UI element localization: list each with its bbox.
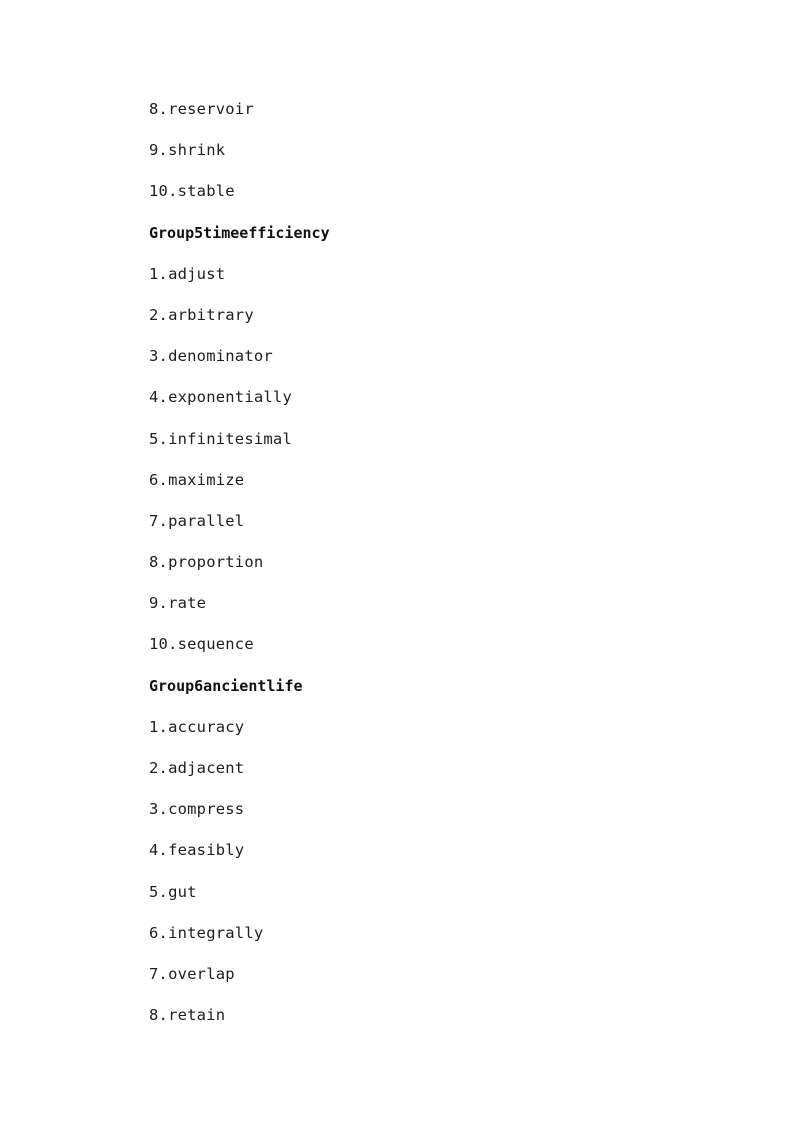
list-item: 1.adjust [149,264,226,283]
list-item: 4.feasibly [149,841,245,860]
list-item: 5.gut [149,882,197,901]
list-item: 1.accuracy [149,717,245,736]
list-item: 2.adjacent [149,759,245,777]
list-item: 8.reservoir [149,100,254,118]
list-item: 9.shrink [149,141,226,160]
list-item: 2.arbitrary [149,305,254,324]
list-item: 6.integrally [149,923,264,942]
list-item: 5.infinitesimal [149,429,292,448]
list-item: 8.proportion [149,553,264,572]
list-item: 4.exponentially [149,388,292,407]
word-list [149,96,709,1043]
list-item: 8.retain [149,1006,226,1025]
list-item: 10.stable [149,182,235,201]
list-item: 3.denominator [149,347,273,366]
list-item: 10.sequence [149,635,254,654]
list-item: 3.compress [149,800,245,819]
list-item: 6.maximize [149,470,245,489]
group-heading: Group6ancientlife [149,676,303,695]
list-item: 7.parallel [149,511,245,530]
list-item: 9.rate [149,594,207,613]
list-item: 7.overlap [149,964,235,983]
group-heading: Group5timeefficiency [149,223,330,242]
